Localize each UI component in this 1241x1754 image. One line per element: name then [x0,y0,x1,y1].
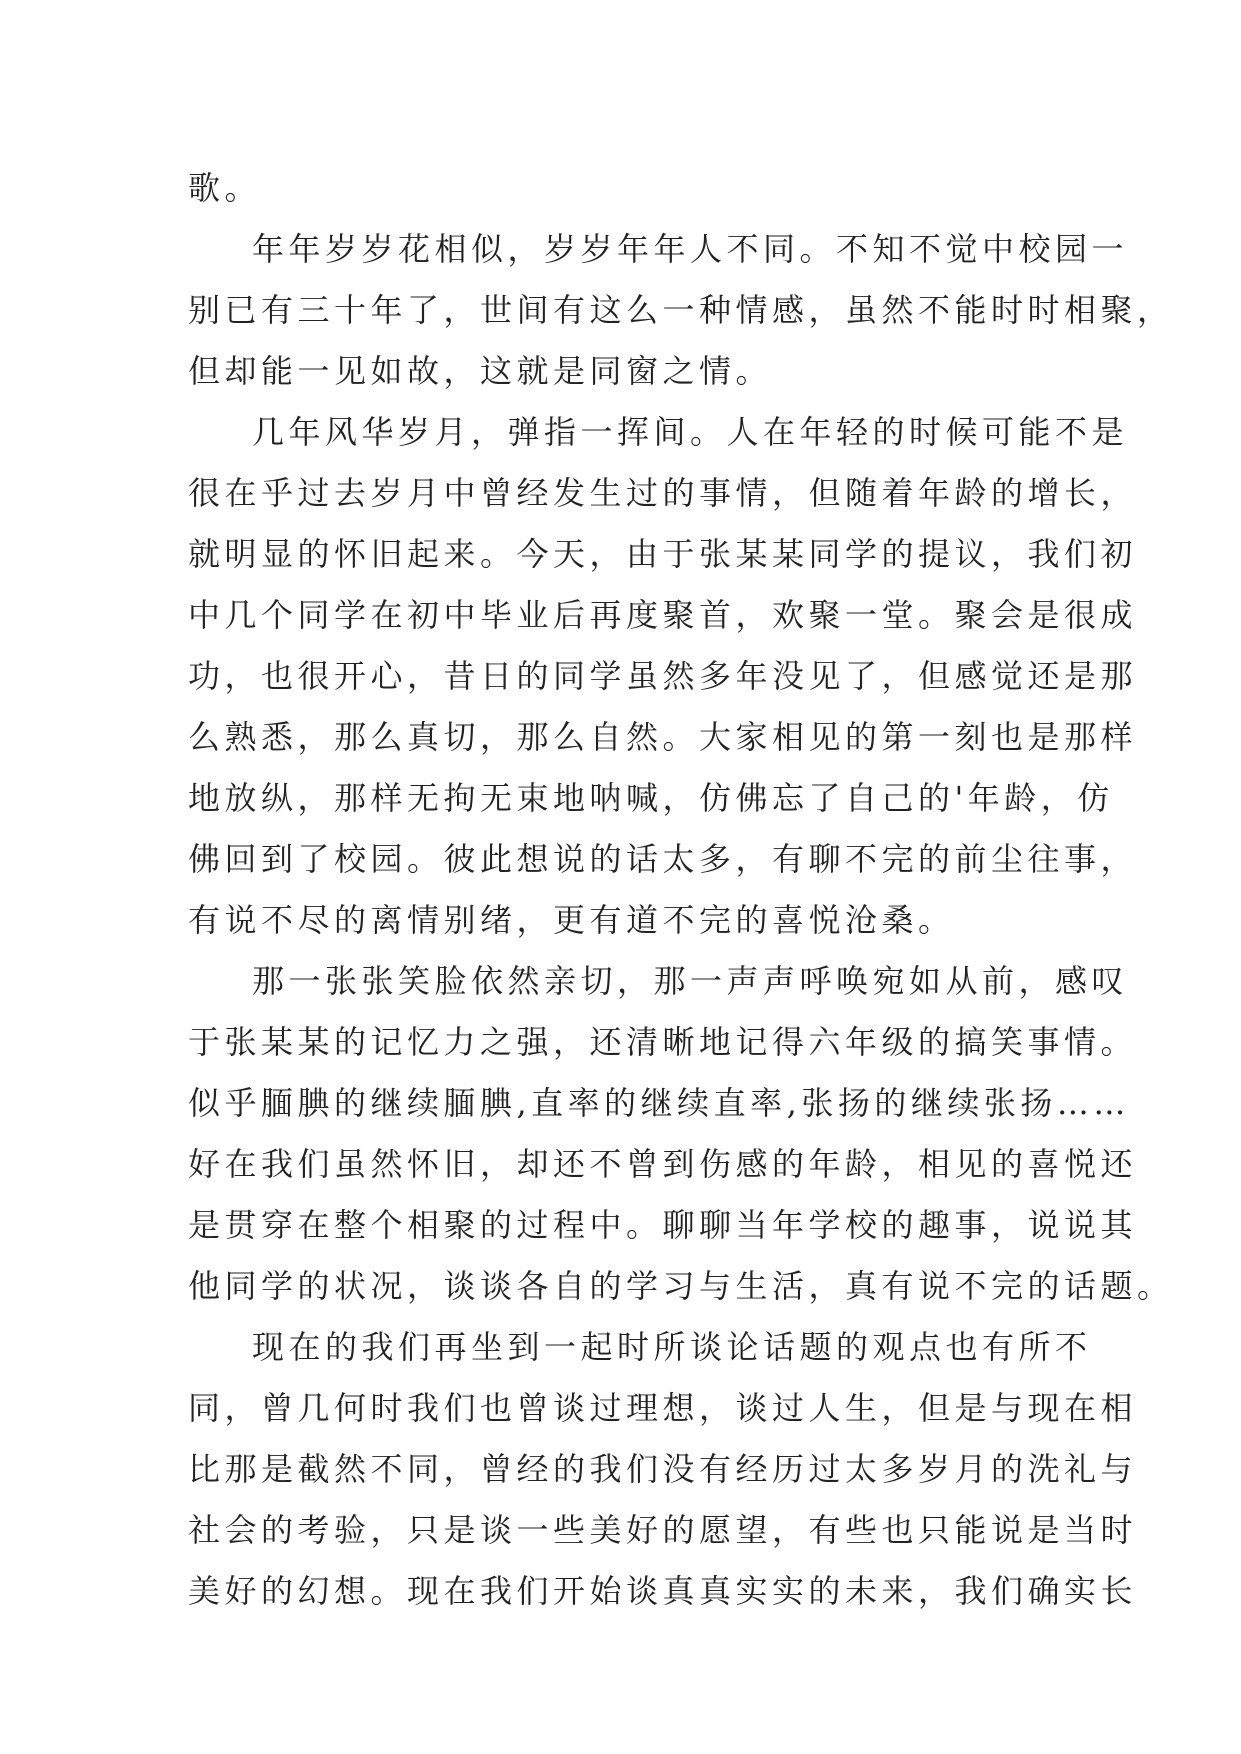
text-line: 歌。 [188,169,262,207]
text-line: 他同学的状况，谈谈各自的学习与生活，真有说不完的话题。 [188,1267,1174,1305]
paragraph [188,1317,1138,1622]
paragraph [188,158,1068,219]
text-line: 么熟悉，那么真切，那么自然。大家相见的第一刻也是那样 [188,718,1138,756]
text-line: 但却能一见如故，这就是同窗之情。 [188,352,773,390]
text-line: 佛回到了校园。彼此想说的话太多，有聊不完的前尘往事， [188,840,1138,878]
text-line: 好在我们虽然怀旧，却还不曾到伤感的年龄，相见的喜悦还 [188,1145,1138,1183]
text-line: 美好的幻想。现在我们开始谈真真实实的未来，我们确实长 [188,1572,1138,1610]
text-line: 年年岁岁花相似，岁岁年年人不同。不知不觉中校园一 [252,230,1129,268]
text-line: 是贯穿在整个相聚的过程中。聊聊当年学校的趣事，说说其 [188,1206,1138,1244]
text-line: 同，曾几何时我们也曾谈过理想，谈过人生，但是与现在相 [188,1389,1138,1427]
text-line: 就明显的怀旧起来。今天，由于张某某同学的提议，我们初 [188,535,1138,573]
text-line: 那一张张笑脸依然亲切，那一声声呼唤宛如从前，感叹 [252,962,1129,1000]
text-line: 别已有三十年了，世间有这么一种情感，虽然不能时时相聚， [188,291,1174,329]
text-line: 功，也很开心，昔日的同学虽然多年没见了，但感觉还是那 [188,657,1138,695]
paragraph [188,219,1174,402]
text-line: 似乎腼腆的继续腼腆,直率的继续直率,张扬的继续张扬…… [188,1084,1130,1122]
text-line: 现在的我们再坐到一起时所谈论话题的观点也有所不 [252,1328,1092,1366]
text-line: 社会的考验，只是谈一些美好的愿望，有些也只能说是当时 [188,1511,1138,1549]
text-line: 于张某某的记忆力之强，还清晰地记得六年级的搞笑事情。 [188,1023,1138,1061]
paragraph [188,951,1174,1317]
paragraph [188,402,1138,951]
text-line: 很在乎过去岁月中曾经发生过的事情，但随着年龄的增长， [188,474,1138,512]
text-line: 中几个同学在初中毕业后再度聚首，欢聚一堂。聚会是很成 [188,596,1138,634]
text-line: 有说不尽的离情别绪，更有道不完的喜悦沧桑。 [188,901,955,939]
document-body [188,158,1174,1622]
text-line: 比那是截然不同，曾经的我们没有经历过太多岁月的洗礼与 [188,1450,1138,1488]
text-line: 地放纵，那样无拘无束地呐喊，仿佛忘了自己的'年龄，仿 [188,779,1114,817]
text-line: 几年风华岁月，弹指一挥间。人在年轻的时候可能不是 [252,413,1129,451]
